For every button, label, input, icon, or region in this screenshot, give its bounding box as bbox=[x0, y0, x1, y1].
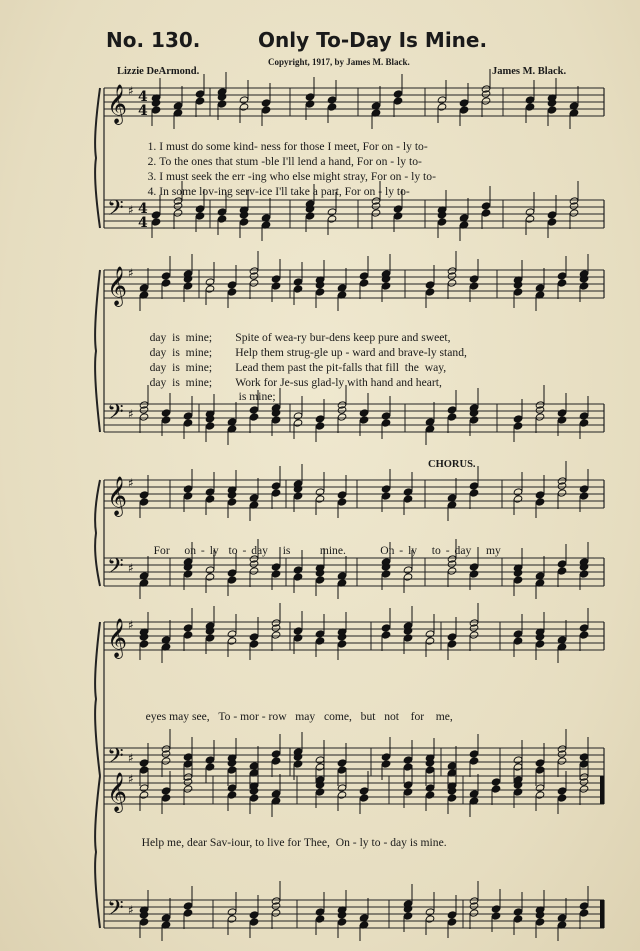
note-head bbox=[557, 279, 567, 287]
note-head bbox=[337, 784, 347, 792]
note-head bbox=[217, 215, 227, 223]
note-head bbox=[315, 415, 325, 423]
note-head bbox=[205, 634, 215, 642]
note-head bbox=[469, 750, 479, 758]
note-head bbox=[535, 413, 545, 421]
note-head bbox=[315, 763, 325, 771]
note-head bbox=[513, 288, 523, 296]
note-head bbox=[205, 763, 215, 771]
verse-1-line-a: 1. I must do some kind- ness for those I meet, For on - ly to- bbox=[147, 140, 428, 153]
note-head bbox=[381, 485, 391, 493]
note-head bbox=[337, 413, 347, 421]
note-head bbox=[139, 498, 149, 506]
note-head bbox=[513, 422, 523, 430]
note-head bbox=[337, 766, 347, 774]
treble-clef: 𝄞 bbox=[107, 618, 128, 658]
note-head bbox=[327, 103, 337, 111]
note-head bbox=[557, 787, 567, 795]
note-head bbox=[161, 787, 171, 795]
system-brace bbox=[95, 480, 100, 586]
note-head bbox=[271, 275, 281, 283]
note-head bbox=[469, 909, 479, 917]
note-head bbox=[447, 279, 457, 287]
note-head bbox=[359, 416, 369, 424]
note-head bbox=[569, 209, 579, 217]
note-head bbox=[139, 413, 149, 421]
note-head bbox=[469, 757, 479, 765]
note-head bbox=[315, 915, 325, 923]
key-signature-sharp: ♯ bbox=[128, 476, 134, 490]
note-head bbox=[183, 902, 193, 910]
note-head bbox=[161, 272, 171, 280]
note-head bbox=[381, 753, 391, 761]
note-head bbox=[403, 573, 413, 581]
note-head bbox=[547, 106, 557, 114]
bass-clef: 𝄢 bbox=[107, 400, 124, 430]
chorus-label: CHORUS. bbox=[428, 459, 476, 470]
lyricist-credit: Lizzie DeArmond. bbox=[117, 66, 200, 77]
bass-clef: 𝄢 bbox=[107, 744, 124, 774]
note-head bbox=[271, 750, 281, 758]
note-head bbox=[227, 576, 237, 584]
system-brace bbox=[95, 88, 100, 228]
note-head bbox=[161, 794, 171, 802]
note-head bbox=[425, 281, 435, 289]
note-head bbox=[183, 624, 193, 632]
note-head bbox=[315, 576, 325, 584]
note-head bbox=[315, 288, 325, 296]
note-head bbox=[393, 212, 403, 220]
note-head bbox=[249, 279, 259, 287]
note-head bbox=[139, 759, 149, 767]
verse-extra-line: is mine; bbox=[238, 390, 276, 403]
note-head bbox=[227, 915, 237, 923]
note-head bbox=[403, 495, 413, 503]
note-head bbox=[227, 630, 237, 638]
note-head bbox=[183, 492, 193, 500]
verse-4-line-b: day is mine; Work for Je-sus glad-ly with hand and heart, bbox=[149, 376, 442, 389]
note-head bbox=[547, 211, 557, 219]
note-head bbox=[459, 106, 469, 114]
key-signature-sharp: ♯ bbox=[128, 84, 134, 98]
chorus-line-2: eyes may see, To - mor - row may come, but not for me, bbox=[145, 710, 453, 723]
note-head bbox=[381, 570, 391, 578]
note-head bbox=[315, 788, 325, 796]
note-head bbox=[381, 419, 391, 427]
note-head bbox=[139, 784, 149, 792]
treble-clef: 𝄞 bbox=[107, 84, 128, 124]
copyright-notice: Copyright, 1917, by James M. Black. bbox=[268, 57, 410, 67]
note-head bbox=[227, 637, 237, 645]
note-head bbox=[403, 763, 413, 771]
note-head bbox=[271, 416, 281, 424]
note-head bbox=[579, 485, 589, 493]
note-head bbox=[183, 785, 193, 793]
note-head bbox=[557, 794, 567, 802]
note-head bbox=[403, 912, 413, 920]
note-head bbox=[381, 760, 391, 768]
note-head bbox=[195, 97, 205, 105]
note-head bbox=[469, 489, 479, 497]
note-head bbox=[425, 915, 435, 923]
note-head bbox=[161, 757, 171, 765]
note-head bbox=[161, 409, 171, 417]
note-head bbox=[337, 491, 347, 499]
verse-2-line-a: 2. To the ones that stum -ble I'll lend a hand, For on - ly to- bbox=[147, 155, 422, 168]
note-head bbox=[271, 570, 281, 578]
note-head bbox=[535, 791, 545, 799]
note-head bbox=[579, 412, 589, 420]
treble-clef: 𝄞 bbox=[107, 772, 128, 812]
note-head bbox=[337, 791, 347, 799]
note-head bbox=[337, 759, 347, 767]
note-head bbox=[139, 791, 149, 799]
note-head bbox=[579, 909, 589, 917]
note-head bbox=[579, 760, 589, 768]
note-head bbox=[151, 218, 161, 226]
note-head bbox=[337, 918, 347, 926]
note-head bbox=[161, 416, 171, 424]
note-head bbox=[183, 419, 193, 427]
note-head bbox=[183, 485, 193, 493]
note-head bbox=[261, 99, 271, 107]
note-head bbox=[359, 279, 369, 287]
verse-3-line-a: 3. I must seek the err -ing who else might stray, For on - ly to- bbox=[147, 170, 436, 183]
time-signature: 4 bbox=[138, 103, 148, 119]
note-head bbox=[139, 491, 149, 499]
note-head bbox=[513, 788, 523, 796]
note-head bbox=[447, 413, 457, 421]
note-head bbox=[579, 570, 589, 578]
note-head bbox=[151, 106, 161, 114]
note-head bbox=[249, 918, 259, 926]
note-head bbox=[227, 288, 237, 296]
note-head bbox=[359, 787, 369, 795]
note-head bbox=[447, 633, 457, 641]
note-head bbox=[381, 624, 391, 632]
note-head bbox=[425, 791, 435, 799]
note-head bbox=[557, 567, 567, 575]
note-head bbox=[535, 498, 545, 506]
note-head bbox=[491, 905, 501, 913]
hymn-title: Only To-Day Is Mine. bbox=[258, 28, 488, 52]
note-head bbox=[305, 212, 315, 220]
note-head bbox=[513, 488, 523, 496]
note-head bbox=[293, 573, 303, 581]
note-head bbox=[393, 90, 403, 98]
note-head bbox=[293, 492, 303, 500]
note-head bbox=[425, 630, 435, 638]
note-head bbox=[227, 766, 237, 774]
note-head bbox=[337, 498, 347, 506]
note-head bbox=[469, 275, 479, 283]
note-head bbox=[579, 902, 589, 910]
note-head bbox=[315, 630, 325, 638]
note-head bbox=[227, 784, 237, 792]
note-head bbox=[381, 282, 391, 290]
note-head bbox=[315, 908, 325, 916]
note-head bbox=[183, 282, 193, 290]
note-head bbox=[261, 106, 271, 114]
note-head bbox=[403, 488, 413, 496]
note-head bbox=[425, 784, 435, 792]
note-head bbox=[513, 637, 523, 645]
note-head bbox=[293, 760, 303, 768]
note-head bbox=[393, 97, 403, 105]
note-head bbox=[403, 788, 413, 796]
note-head bbox=[381, 492, 391, 500]
note-head bbox=[271, 757, 281, 765]
note-head bbox=[293, 412, 303, 420]
note-head bbox=[205, 573, 215, 581]
note-head bbox=[535, 759, 545, 767]
note-head bbox=[271, 909, 281, 917]
time-signature: 4 bbox=[138, 201, 148, 217]
key-signature-sharp: ♯ bbox=[128, 561, 134, 575]
note-head bbox=[337, 640, 347, 648]
key-signature-sharp: ♯ bbox=[128, 266, 134, 280]
note-head bbox=[425, 908, 435, 916]
note-head bbox=[481, 202, 491, 210]
note-head bbox=[183, 753, 193, 761]
note-head bbox=[447, 911, 457, 919]
note-head bbox=[513, 576, 523, 584]
note-head bbox=[271, 489, 281, 497]
note-head bbox=[305, 100, 315, 108]
note-head bbox=[205, 488, 215, 496]
note-head bbox=[205, 756, 215, 764]
note-head bbox=[513, 915, 523, 923]
bass-clef: 𝄢 bbox=[107, 196, 124, 226]
note-head bbox=[525, 96, 535, 104]
note-head bbox=[557, 560, 567, 568]
note-head bbox=[293, 634, 303, 642]
note-head bbox=[491, 912, 501, 920]
note-head bbox=[403, 781, 413, 789]
verse-2-line-b: day is mine; Help them strug-gle up - ward and brave-ly stand, bbox=[149, 346, 467, 359]
bass-clef: 𝄢 bbox=[107, 554, 124, 584]
note-head bbox=[425, 288, 435, 296]
note-head bbox=[183, 631, 193, 639]
note-head bbox=[139, 640, 149, 648]
note-head bbox=[327, 215, 337, 223]
note-head bbox=[491, 785, 501, 793]
note-head bbox=[557, 757, 567, 765]
note-head bbox=[447, 406, 457, 414]
note-head bbox=[481, 97, 491, 105]
note-head bbox=[425, 637, 435, 645]
note-head bbox=[183, 760, 193, 768]
note-head bbox=[293, 278, 303, 286]
key-signature-sharp: ♯ bbox=[128, 618, 134, 632]
note-head bbox=[315, 495, 325, 503]
note-head bbox=[535, 640, 545, 648]
note-head bbox=[469, 282, 479, 290]
hymn-number: No. 130. bbox=[106, 28, 201, 52]
note-head bbox=[525, 103, 535, 111]
note-head bbox=[447, 794, 457, 802]
note-head bbox=[271, 282, 281, 290]
key-signature-sharp: ♯ bbox=[128, 751, 134, 765]
note-head bbox=[469, 631, 479, 639]
final-barline bbox=[600, 776, 604, 804]
note-head bbox=[195, 90, 205, 98]
time-signature: 4 bbox=[138, 89, 148, 105]
final-barline bbox=[600, 900, 604, 928]
note-head bbox=[205, 285, 215, 293]
verse-1-line-b: day is mine; Spite of wea-ry bur-dens keep pure and sweet, bbox=[149, 331, 451, 344]
note-head bbox=[359, 794, 369, 802]
bass-clef: 𝄢 bbox=[107, 896, 124, 926]
key-signature-sharp: ♯ bbox=[128, 772, 134, 786]
note-head bbox=[535, 784, 545, 792]
note-head bbox=[293, 285, 303, 293]
note-head bbox=[183, 909, 193, 917]
note-head bbox=[315, 488, 325, 496]
note-head bbox=[579, 785, 589, 793]
key-signature-sharp: ♯ bbox=[128, 407, 134, 421]
composer-credit: James M. Black. bbox=[492, 66, 567, 77]
note-head bbox=[217, 100, 227, 108]
note-head bbox=[579, 753, 589, 761]
note-head bbox=[239, 96, 249, 104]
note-head bbox=[403, 756, 413, 764]
note-head bbox=[437, 96, 447, 104]
note-head bbox=[513, 763, 523, 771]
system-brace bbox=[95, 776, 100, 928]
note-head bbox=[459, 99, 469, 107]
note-head bbox=[437, 218, 447, 226]
note-head bbox=[315, 637, 325, 645]
note-head bbox=[327, 96, 337, 104]
note-head bbox=[271, 631, 281, 639]
note-head bbox=[271, 482, 281, 490]
note-head bbox=[139, 918, 149, 926]
note-head bbox=[579, 419, 589, 427]
note-head bbox=[227, 908, 237, 916]
note-head bbox=[469, 416, 479, 424]
note-head bbox=[381, 631, 391, 639]
note-head bbox=[469, 482, 479, 490]
note-head bbox=[447, 918, 457, 926]
note-head bbox=[579, 624, 589, 632]
note-head bbox=[403, 634, 413, 642]
note-head bbox=[491, 778, 501, 786]
treble-clef: 𝄞 bbox=[107, 476, 128, 516]
note-head bbox=[139, 766, 149, 774]
note-head bbox=[579, 492, 589, 500]
note-head bbox=[513, 908, 523, 916]
note-head bbox=[513, 756, 523, 764]
note-head bbox=[293, 627, 303, 635]
note-head bbox=[239, 103, 249, 111]
note-head bbox=[315, 422, 325, 430]
note-head bbox=[249, 911, 259, 919]
note-head bbox=[249, 640, 259, 648]
note-head bbox=[481, 209, 491, 217]
note-head bbox=[513, 630, 523, 638]
note-head bbox=[535, 491, 545, 499]
note-head bbox=[249, 633, 259, 641]
note-head bbox=[557, 416, 567, 424]
note-head bbox=[293, 419, 303, 427]
note-head bbox=[249, 794, 259, 802]
note-head bbox=[227, 791, 237, 799]
note-head bbox=[305, 93, 315, 101]
note-head bbox=[161, 279, 171, 287]
note-head bbox=[557, 409, 567, 417]
note-head bbox=[535, 766, 545, 774]
key-signature-sharp: ♯ bbox=[128, 903, 134, 917]
note-head bbox=[513, 415, 523, 423]
note-head bbox=[557, 272, 567, 280]
note-head bbox=[205, 495, 215, 503]
note-head bbox=[513, 495, 523, 503]
note-head bbox=[227, 281, 237, 289]
chorus-line-3: Help me, dear Sav-iour, to live for Thee, On - ly to - day is mine. bbox=[141, 836, 447, 849]
verse-3-line-b: day is mine; Lead them past the pit-falls that fill the way, bbox=[149, 361, 447, 374]
note-head bbox=[183, 412, 193, 420]
note-head bbox=[315, 756, 325, 764]
note-head bbox=[195, 212, 205, 220]
note-head bbox=[381, 412, 391, 420]
system-brace bbox=[95, 270, 100, 432]
note-head bbox=[525, 215, 535, 223]
note-head bbox=[359, 272, 369, 280]
note-head bbox=[469, 570, 479, 578]
note-head bbox=[535, 918, 545, 926]
note-head bbox=[205, 422, 215, 430]
key-signature-sharp: ♯ bbox=[128, 203, 134, 217]
note-head bbox=[579, 282, 589, 290]
note-head bbox=[525, 208, 535, 216]
system-brace bbox=[95, 622, 100, 776]
note-head bbox=[183, 570, 193, 578]
note-head bbox=[425, 766, 435, 774]
verse-4-line-a: 4. In some lov-ing serv-ice I'll take a part, For on - ly to- bbox=[147, 185, 410, 198]
note-head bbox=[437, 103, 447, 111]
note-head bbox=[447, 640, 457, 648]
note-head bbox=[557, 489, 567, 497]
note-head bbox=[239, 218, 249, 226]
chorus-line-1: For on - ly to - day is mine. On - ly to - day my bbox=[153, 544, 501, 557]
note-head bbox=[227, 569, 237, 577]
note-head bbox=[151, 211, 161, 219]
note-head bbox=[227, 498, 237, 506]
note-head bbox=[205, 278, 215, 286]
note-head bbox=[547, 218, 557, 226]
note-head bbox=[359, 409, 369, 417]
treble-clef: 𝄞 bbox=[107, 266, 128, 306]
note-head bbox=[579, 631, 589, 639]
time-signature: 4 bbox=[138, 215, 148, 231]
